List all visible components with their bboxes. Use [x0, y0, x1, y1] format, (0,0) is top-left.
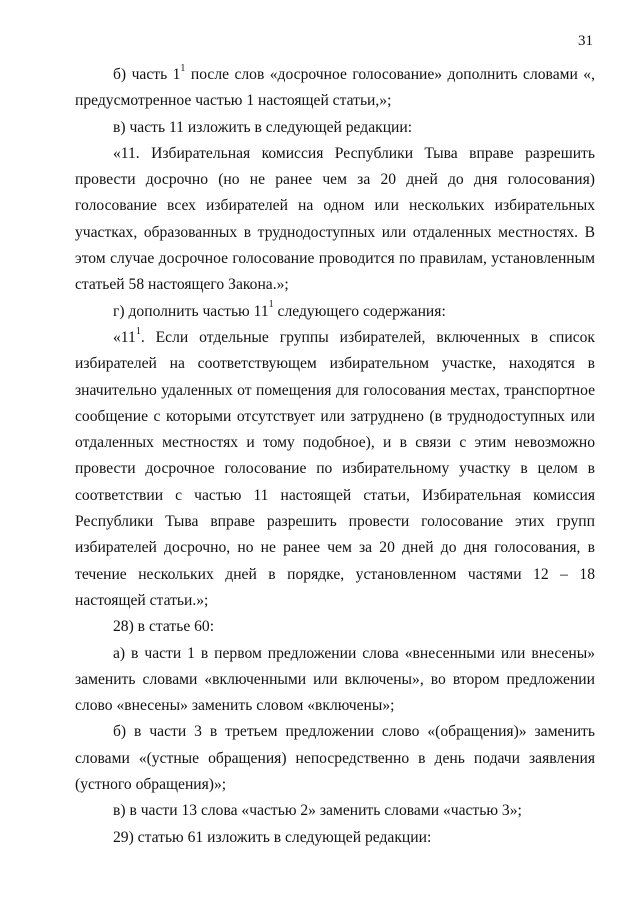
paragraph-v-part-11: в) часть 11 изложить в следующей редакции: [113, 118, 413, 136]
paragraph-part-11-text: «11. Избирательная комиссия Республики Тыва вправе разрешить провести досрочно (но не ранее чем за 20 дней до дня голосования) голосование всех избирателей на одном или нескольких избирательных участках, образованных в труднодоступных или отдаленных местностях. В этом случае досрочное голосование проводится по правилам, установленным статьей 58 настоящего Закона.»; [75, 144, 595, 294]
paragraph-part-11-1-text: «$11^1$. Если отдельные группы избирателей, включенных в список избирателей на соответствующем избирательном участке, находятся в значительно удаленных от помещения для голосования местах, транспортное сообщение с которыми отсутствует или затруднено (в труднодоступных или отдаленных местностях и тому подобное), и в связи с этим невозможно провести досрочное голосование по избирательному участку в целом в соответствии с частью 11 настоящей статьи, Избирательная комиссия Республики Тыва вправе разрешить провести голосование этих групп избирателей досрочно, но не ранее чем за 20 дней до дня голосования, в течение нескольких дней в порядке, установленном частями 12 – 18 настоящей статьи.»; [75, 325, 595, 609]
document-body [75, 62, 595, 851]
paragraph-a-part-1: а) в части 1 в первом предложении слова «внесенными или внесены» заменить словами «включенными или включены», во втором предложении слово «внесены» заменить словом «включены»; [75, 644, 595, 715]
paragraph-29-article-61: 29) статью 61 изложить в следующей редакции: [113, 828, 432, 846]
paragraph-g-part-11-1: г) дополнить частью $11^1$ следующего содержания: [113, 299, 446, 320]
paragraph-b-part-3: б) в части 3 в третьем предложении слово «(обращения)» заменить словами «(устные обращения) непосредственно в день подачи заявления (устного обращения)»; [75, 723, 595, 794]
paragraph-28-article-60: 28) в статье 60: [113, 618, 215, 636]
page-number: 31 [578, 33, 593, 49]
paragraph-v-part-13: в) в части 13 слова «частью 2» заменить словами «частью 3»; [113, 802, 522, 820]
paragraph-b-part-1-1: б) часть $1^1$ после слов «досрочное голосование» дополнить словами «, предусмотренное частью 1 настоящей статьи,»; [75, 62, 595, 110]
